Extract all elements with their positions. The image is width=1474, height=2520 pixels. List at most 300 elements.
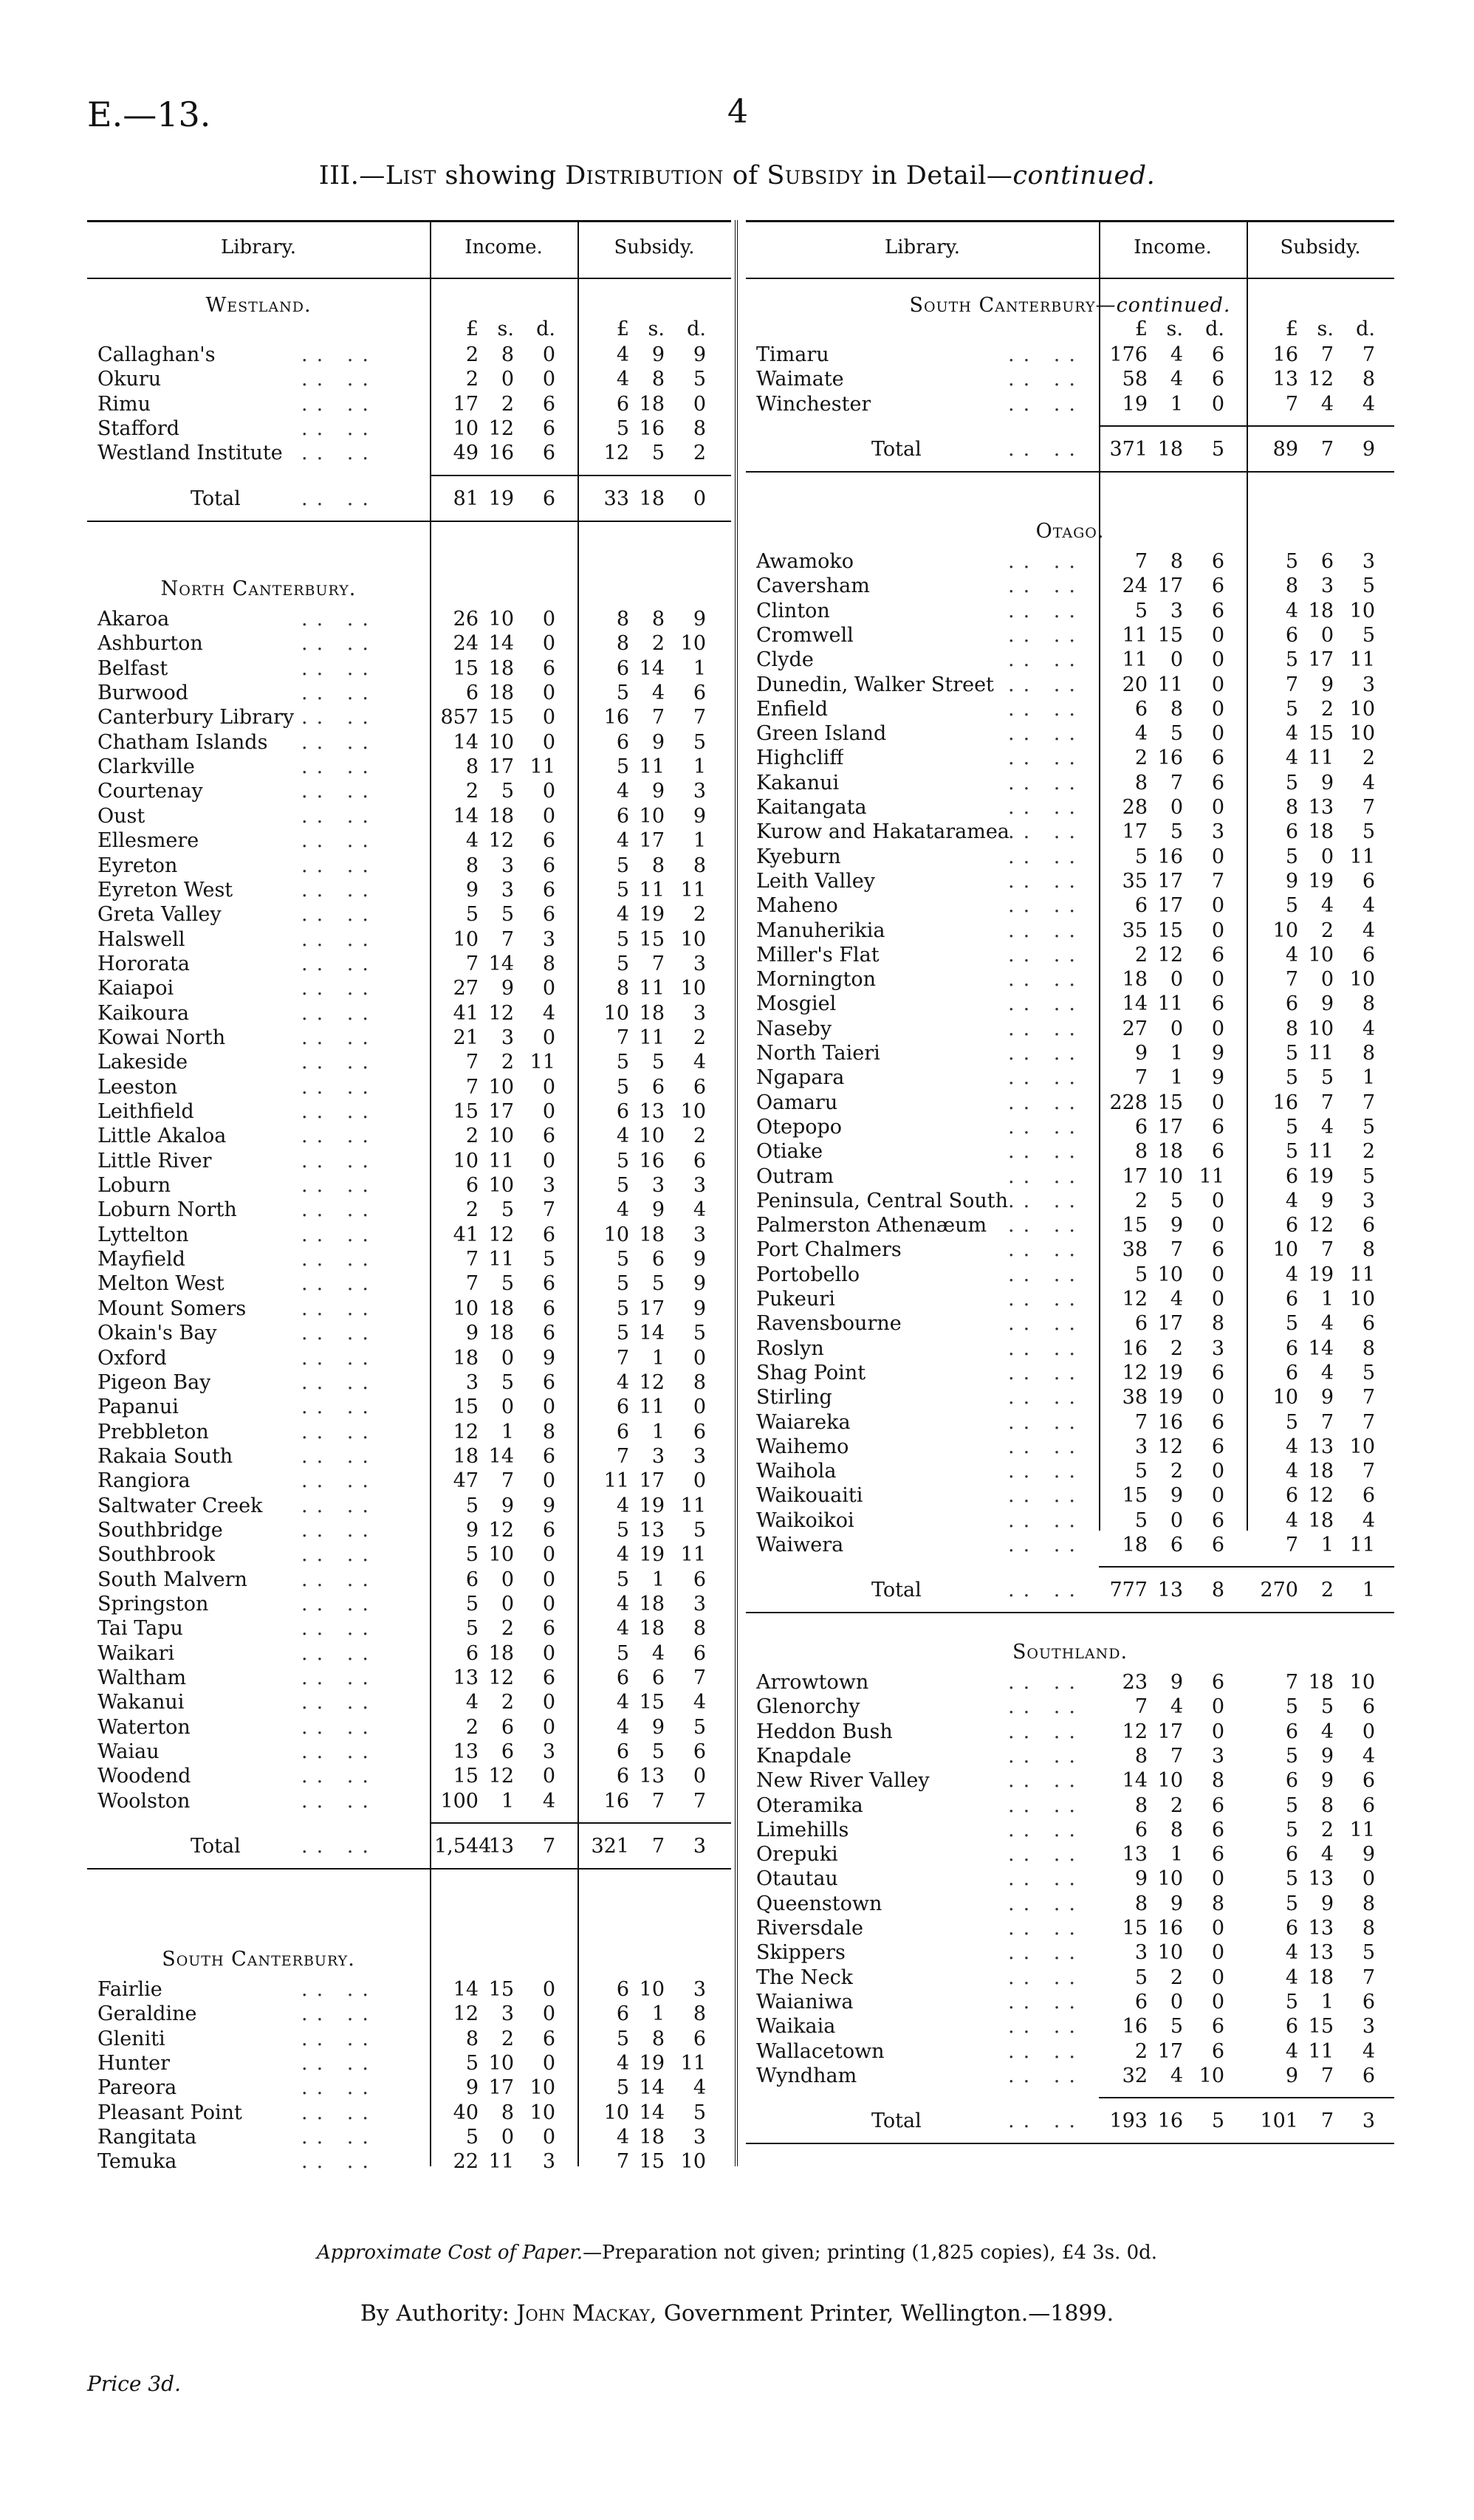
table-row	[746, 1091, 1394, 1115]
income-shillings: 14	[488, 952, 514, 975]
subsidy-pounds: 5	[1285, 1695, 1298, 1719]
table-row	[87, 1715, 731, 1740]
income-shillings: 2	[1170, 1793, 1183, 1817]
subsidy-pence: 3	[1362, 673, 1375, 696]
income-pounds: 17	[453, 392, 479, 416]
library-name: Oust	[97, 804, 145, 828]
table-row	[746, 1213, 1394, 1237]
income-shillings: 0	[1170, 1990, 1183, 2013]
library-name: Wallacetown	[756, 2039, 885, 2063]
subsidy-pence: 3	[693, 1593, 706, 1616]
income-pounds: 18	[1122, 968, 1148, 992]
subsidy-pence: 11	[1349, 845, 1375, 868]
printer-name: John Mackay	[516, 2301, 650, 2327]
income-shillings: 0	[501, 1593, 514, 1616]
leader-dots: .. ..	[1008, 1867, 1084, 1891]
income-pence: 0	[1211, 796, 1224, 819]
table-row	[746, 820, 1394, 844]
library-name: Fairlie	[97, 1978, 162, 2001]
subsidy-pounds: 6	[1285, 992, 1298, 1016]
header-rule	[87, 278, 731, 279]
library-name: Little Akaloa	[97, 1125, 227, 1148]
table-row	[746, 845, 1394, 869]
income-pence: 0	[1211, 623, 1224, 647]
library-name: Courtenay	[97, 780, 203, 803]
library-name: Ellesmere	[97, 829, 199, 853]
subsidy-pounds: 6	[1285, 1769, 1298, 1793]
leader-dots: .. ..	[301, 2126, 377, 2149]
income-pence: 0	[1211, 1917, 1224, 1940]
authority-suffix: , Government Printer, Wellington.—1899.	[649, 2301, 1114, 2327]
income-pounds: 2	[1134, 746, 1148, 770]
library-name: New River Valley	[756, 1769, 930, 1793]
table-row	[87, 1690, 731, 1714]
subsidy-shillings: 17	[639, 829, 665, 853]
income-column-header: Income.	[465, 236, 543, 258]
section-end-rule	[746, 471, 1394, 473]
subsidy-pounds: 4	[1285, 1263, 1298, 1286]
income-pence: 0	[1211, 894, 1224, 918]
subsidy-pence: 4	[1362, 894, 1375, 918]
income-pounds: 13	[453, 1740, 479, 1764]
library-name: Naseby	[756, 1017, 832, 1040]
income-shillings: 8	[501, 2101, 514, 2124]
price: Price 3d.	[87, 2372, 181, 2396]
library-name: Caversham	[756, 574, 870, 598]
center-double-rule	[735, 220, 738, 2166]
income-shillings: 0	[1170, 648, 1183, 672]
subsidy-shillings: 1	[651, 1346, 665, 1370]
subsidy-pounds: 7	[1285, 673, 1298, 696]
subsidy-shillings: 5	[651, 1740, 665, 1764]
library-name: Lakeside	[97, 1051, 188, 1074]
table-row	[746, 1768, 1394, 1793]
subsidy-pounds: 7	[616, 1444, 629, 1468]
income-pence: 3	[542, 927, 555, 951]
subsidy-pence: 0	[693, 1395, 706, 1419]
total-subsidy-shillings: 7	[1320, 437, 1334, 461]
unit-label: s.	[1166, 317, 1183, 340]
library-name: Mount Somers	[97, 1297, 247, 1320]
left-table	[87, 220, 731, 2174]
leader-dots: .. ..	[301, 608, 377, 631]
title-part: of	[724, 161, 767, 190]
income-shillings: 11	[1157, 992, 1183, 1016]
subsidy-shillings: 4	[1320, 1115, 1334, 1139]
income-shillings: 15	[1157, 623, 1183, 647]
subsidy-shillings: 6	[651, 1075, 665, 1099]
income-shillings: 0	[501, 1395, 514, 1419]
leader-dots: .. ..	[301, 878, 377, 902]
subsidy-shillings: 9	[1320, 1744, 1334, 1768]
subsidy-pence: 2	[693, 903, 706, 927]
total-rule-subsidy	[1247, 425, 1394, 427]
subsidy-pounds: 5	[616, 878, 629, 902]
subsidy-shillings: 11	[639, 1026, 665, 1049]
income-pence: 0	[542, 1593, 555, 1616]
units-row	[87, 317, 731, 342]
subsidy-shillings: 7	[1320, 1238, 1334, 1262]
subsidy-pounds: 5	[616, 927, 629, 951]
subsidy-shillings: 6	[651, 1248, 665, 1271]
table-row	[87, 952, 731, 976]
subsidy-pence: 7	[693, 706, 706, 729]
income-pounds: 20	[1122, 673, 1148, 696]
income-pence: 0	[542, 343, 555, 366]
income-pence: 6	[542, 1272, 555, 1296]
income-pence: 0	[542, 730, 555, 754]
library-name: Maheno	[756, 894, 838, 918]
income-shillings: 12	[488, 1518, 514, 1542]
library-name: Peninsula, Central South	[756, 1189, 1008, 1212]
income-pence: 0	[1211, 392, 1224, 416]
income-shillings: 18	[488, 656, 514, 680]
leader-dots: .. ..	[1008, 1579, 1084, 1602]
subsidy-pence: 10	[1349, 1671, 1375, 1694]
total-subsidy-shillings: 18	[639, 487, 665, 510]
subsidy-pence: 11	[680, 2052, 706, 2076]
income-pence: 0	[542, 2052, 555, 2076]
total-rule-subsidy	[577, 475, 731, 476]
income-pounds: 2	[465, 368, 479, 391]
table-row	[87, 1271, 731, 1296]
income-shillings: 1	[1170, 1042, 1183, 1065]
title-part: showing	[436, 161, 566, 190]
income-pence: 6	[1211, 992, 1224, 1016]
income-pounds: 35	[1122, 869, 1148, 893]
subsidy-pounds: 8	[1285, 796, 1298, 819]
income-shillings: 10	[1157, 1769, 1183, 1793]
income-pounds: 7	[1134, 1410, 1148, 1434]
section-name-continued: continued.	[1116, 294, 1231, 317]
subsidy-shillings: 14	[639, 2101, 665, 2124]
library-name: Timaru	[756, 343, 829, 366]
cost-note	[0, 2242, 1474, 2264]
leader-dots: .. ..	[1008, 1017, 1084, 1040]
income-pounds: 5	[1134, 845, 1148, 868]
income-shillings: 6	[501, 1740, 514, 1764]
subsidy-pounds: 4	[616, 1593, 629, 1616]
income-shillings: 3	[501, 1026, 514, 1049]
income-pounds: 6	[1134, 1115, 1148, 1139]
library-name: Orepuki	[756, 1843, 838, 1867]
library-name: Rimu	[97, 392, 151, 416]
subsidy-pounds: 6	[1285, 1843, 1298, 1867]
library-name: Saltwater Creek	[97, 1494, 263, 1517]
total-income-shillings: 13	[1157, 1579, 1183, 1602]
library-name: Ashburton	[97, 632, 203, 656]
leader-dots: .. ..	[1008, 771, 1084, 794]
total-row	[87, 487, 731, 511]
subsidy-shillings: 12	[1308, 1484, 1334, 1508]
subsidy-pence: 8	[693, 2002, 706, 2026]
total-income-pounds: 1,544	[434, 1835, 492, 1858]
subsidy-pence: 6	[693, 1075, 706, 1099]
subsidy-shillings: 15	[1308, 722, 1334, 746]
leader-dots: .. ..	[1008, 1720, 1084, 1743]
table-row	[746, 1164, 1394, 1189]
income-pounds: 15	[453, 656, 479, 680]
income-pounds: 6	[1134, 894, 1148, 918]
subsidy-shillings: 4	[1320, 1843, 1334, 1867]
subsidy-shillings: 3	[1320, 574, 1334, 598]
library-name: North Taieri	[756, 1042, 880, 1065]
total-subsidy-shillings: 2	[1320, 1579, 1334, 1602]
subsidy-pounds: 5	[1285, 1140, 1298, 1164]
library-name: Palmerston Athenæum	[756, 1214, 987, 1237]
table-row	[87, 1050, 731, 1074]
library-name: Callaghan's	[97, 343, 216, 366]
library-name: Leeston	[97, 1075, 178, 1099]
subsidy-pence: 8	[1362, 1917, 1375, 1940]
income-pence: 6	[1211, 574, 1224, 598]
leader-dots: .. ..	[301, 829, 377, 853]
subsidy-pounds: 5	[1285, 648, 1298, 672]
subsidy-shillings: 10	[1308, 943, 1334, 967]
library-name: Waihola	[756, 1460, 837, 1483]
leader-dots: .. ..	[301, 1026, 377, 1049]
subsidy-pence: 5	[1362, 1115, 1375, 1139]
income-shillings: 9	[1170, 1214, 1183, 1237]
income-shillings: 10	[1157, 1941, 1183, 1965]
income-shillings: 12	[488, 1765, 514, 1788]
income-pence: 6	[542, 2027, 555, 2050]
income-shillings: 9	[501, 1494, 514, 1517]
table-row	[87, 681, 731, 705]
income-pounds: 9	[1134, 1867, 1148, 1891]
income-pence: 6	[1211, 2015, 1224, 2039]
income-shillings: 8	[501, 343, 514, 366]
subsidy-pence: 4	[693, 1691, 706, 1714]
section-heading	[87, 577, 430, 600]
subsidy-pounds: 5	[616, 1051, 629, 1074]
subsidy-pence: 6	[693, 2027, 706, 2050]
income-shillings: 7	[1170, 771, 1183, 794]
section-end-rule	[746, 1612, 1394, 1613]
income-pounds: 18	[1122, 1534, 1148, 1556]
library-name: Waiareka	[756, 1410, 851, 1434]
subsidy-pence: 6	[693, 1420, 706, 1443]
subsidy-pence: 3	[693, 1444, 706, 1468]
income-pounds: 11	[1122, 648, 1148, 672]
unit-label: d.	[1356, 317, 1375, 340]
subsidy-pounds: 4	[1285, 1189, 1298, 1212]
income-pence: 0	[542, 682, 555, 705]
income-pence: 6	[542, 417, 555, 441]
subsidy-pence: 0	[693, 1346, 706, 1370]
table-row	[746, 1361, 1394, 1385]
income-shillings: 2	[1170, 1965, 1183, 1989]
income-pence: 0	[542, 2002, 555, 2026]
subsidy-shillings: 3	[651, 1174, 665, 1198]
income-pounds: 23	[1122, 1671, 1148, 1694]
subsidy-shillings: 18	[1308, 1671, 1334, 1694]
subsidy-shillings: 0	[1320, 845, 1334, 868]
income-pounds: 8	[1134, 1793, 1148, 1817]
table-row	[746, 1818, 1394, 1842]
subsidy-shillings: 4	[1320, 894, 1334, 918]
leader-dots: .. ..	[301, 1198, 377, 1222]
income-pounds: 12	[1122, 1720, 1148, 1743]
income-pence: 10	[529, 2101, 555, 2124]
subsidy-pounds: 6	[616, 1420, 629, 1443]
unit-label: s.	[648, 317, 665, 340]
library-name: Akaroa	[97, 608, 170, 631]
library-name: Manuherikia	[756, 919, 885, 942]
table-row	[746, 1311, 1394, 1336]
income-pence: 6	[542, 1297, 555, 1320]
subsidy-shillings: 13	[639, 1100, 665, 1123]
library-name: Canterbury Library	[97, 706, 295, 729]
subsidy-column-header: Subsidy.	[614, 236, 695, 258]
total-subsidy-pence: 1	[1362, 1579, 1375, 1602]
income-pounds: 14	[453, 1978, 479, 2001]
income-pounds: 58	[1122, 368, 1148, 391]
subsidy-pounds: 5	[616, 1075, 629, 1099]
income-pence: 0	[542, 632, 555, 656]
title-part: in Detail—	[863, 161, 1013, 190]
right-table	[746, 220, 1394, 2133]
subsidy-pounds: 6	[1285, 1336, 1298, 1360]
income-pounds: 228	[1109, 1091, 1148, 1114]
subsidy-pounds: 5	[1285, 1042, 1298, 1065]
income-pounds: 2	[465, 780, 479, 803]
subsidy-shillings: 9	[651, 780, 665, 803]
title-part: Subsidy	[767, 161, 863, 190]
table-row	[87, 1789, 731, 1813]
leader-dots: .. ..	[301, 1248, 377, 1271]
income-pence: 3	[542, 1174, 555, 1198]
table-row	[87, 367, 731, 391]
income-pence: 0	[1211, 1214, 1224, 1237]
income-pence: 6	[542, 829, 555, 853]
income-pounds: 7	[1134, 1066, 1148, 1090]
library-name: Waimate	[756, 368, 844, 391]
income-pence: 6	[542, 442, 555, 465]
total-rule-subsidy	[1247, 2097, 1394, 2098]
subsidy-shillings: 5	[651, 442, 665, 465]
leader-dots: .. ..	[1008, 1990, 1084, 2013]
table-row	[746, 1115, 1394, 1139]
income-shillings: 17	[488, 1100, 514, 1123]
income-pence: 0	[542, 1075, 555, 1099]
subsidy-pence: 6	[1362, 1484, 1375, 1508]
subsidy-pence: 8	[1362, 1042, 1375, 1065]
leader-dots: .. ..	[1008, 1769, 1084, 1793]
subsidy-shillings: 14	[639, 1322, 665, 1345]
table-row	[87, 1001, 731, 1026]
table-row	[87, 1198, 731, 1222]
income-pounds: 38	[1122, 1238, 1148, 1262]
subsidy-shillings: 19	[639, 903, 665, 927]
table-row	[87, 1592, 731, 1616]
income-pounds: 8	[465, 2027, 479, 2050]
income-pounds: 12	[453, 2002, 479, 2026]
subsidy-shillings: 13	[639, 1518, 665, 1542]
income-pounds: 10	[453, 927, 479, 951]
income-pence: 0	[1211, 968, 1224, 992]
subsidy-pounds: 5	[1285, 1867, 1298, 1891]
table-row	[87, 2149, 731, 2174]
income-shillings: 18	[1157, 1140, 1183, 1164]
leader-dots: .. ..	[1008, 1189, 1084, 1212]
income-pounds: 24	[453, 632, 479, 656]
library-name: Otiake	[756, 1140, 823, 1164]
income-pence: 7	[542, 1198, 555, 1222]
subsidy-pence: 8	[1362, 1238, 1375, 1262]
income-pounds: 16	[1122, 1336, 1148, 1360]
income-pounds: 8	[1134, 771, 1148, 794]
leader-dots: .. ..	[301, 1051, 377, 1074]
leader-dots: .. ..	[1008, 697, 1084, 721]
income-shillings: 5	[1170, 820, 1183, 844]
leader-dots: .. ..	[1008, 1508, 1084, 1532]
table-row	[87, 1124, 731, 1148]
subsidy-pence: 9	[693, 1272, 706, 1296]
subsidy-pounds: 4	[1285, 1460, 1298, 1483]
leader-dots: .. ..	[301, 780, 377, 803]
library-name: Highcliff	[756, 746, 844, 770]
income-pence: 0	[1211, 722, 1224, 746]
income-pounds: 3	[1134, 1941, 1148, 1965]
subsidy-pounds: 4	[616, 1617, 629, 1641]
income-shillings: 7	[1170, 1744, 1183, 1768]
leader-dots: .. ..	[1008, 2039, 1084, 2063]
library-name: Waterton	[97, 1715, 191, 1739]
subsidy-pounds: 9	[1285, 869, 1298, 893]
subsidy-pounds: 7	[1285, 1534, 1298, 1556]
income-pence: 6	[1211, 2039, 1224, 2063]
subsidy-shillings: 12	[639, 1370, 665, 1394]
table-row	[87, 1149, 731, 1173]
library-name: Port Chalmers	[756, 1238, 902, 1262]
income-pence: 6	[1211, 1793, 1224, 1817]
subsidy-pence: 7	[693, 1789, 706, 1813]
table-row	[746, 599, 1394, 623]
income-shillings: 5	[501, 1370, 514, 1394]
leader-dots: .. ..	[1008, 599, 1084, 622]
income-pence: 6	[542, 1666, 555, 1690]
leader-dots: .. ..	[301, 804, 377, 828]
subsidy-pounds: 10	[603, 1001, 629, 1025]
subsidy-pence: 8	[693, 1617, 706, 1641]
income-pence: 3	[542, 2150, 555, 2174]
units-row	[746, 317, 1394, 342]
subsidy-shillings: 18	[1308, 1508, 1334, 1532]
leader-dots: .. ..	[1008, 1793, 1084, 1817]
income-pounds: 17	[1122, 820, 1148, 844]
library-name: Portobello	[756, 1263, 860, 1286]
subsidy-shillings: 5	[1320, 1695, 1334, 1719]
subsidy-pounds: 10	[1272, 919, 1298, 942]
table-row	[87, 392, 731, 416]
table-row	[87, 1444, 731, 1469]
table-row	[746, 992, 1394, 1016]
income-shillings: 1	[1170, 1066, 1183, 1090]
income-shillings: 14	[488, 1444, 514, 1468]
subsidy-shillings: 18	[639, 392, 665, 416]
subsidy-pounds: 6	[1285, 1214, 1298, 1237]
subsidy-shillings: 13	[1308, 1867, 1334, 1891]
subsidy-pence: 1	[693, 656, 706, 680]
subsidy-pounds: 5	[1285, 1818, 1298, 1841]
total-subsidy-pence: 3	[693, 1835, 706, 1858]
table-row	[746, 1892, 1394, 1916]
income-pounds: 7	[465, 1248, 479, 1271]
subsidy-shillings: 7	[1320, 1410, 1334, 1434]
income-shillings: 17	[1157, 869, 1183, 893]
library-name: Winchester	[756, 392, 871, 416]
